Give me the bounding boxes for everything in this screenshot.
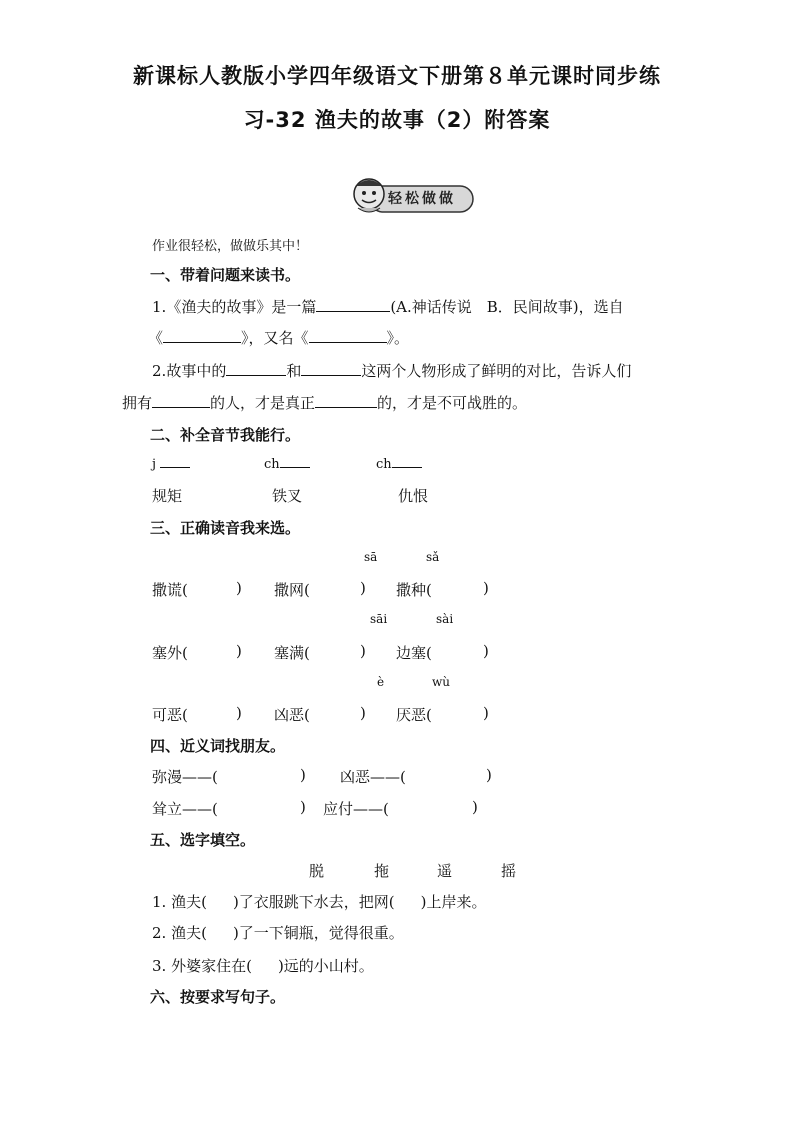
- pinyin-option: sā: [364, 550, 378, 564]
- choice-char: 拖: [374, 862, 390, 880]
- choice-char: 遥: [437, 862, 453, 880]
- syllable-word-1: 规矩: [152, 487, 183, 505]
- fill-text-a: 渔夫(: [171, 893, 207, 911]
- pinyin-option: sǎ: [426, 550, 440, 564]
- pinyin-option: è: [377, 675, 385, 689]
- choice-char: 脱: [309, 862, 325, 880]
- fill-item-3: [152, 955, 374, 976]
- pron-word: 撒网(: [274, 581, 310, 599]
- pron-close: ): [236, 579, 242, 597]
- q1-text-c: 《: [148, 329, 164, 347]
- fill-item-1: [152, 891, 487, 912]
- syllable-word-2: 铁叉: [272, 487, 303, 505]
- fill-number: 3.: [152, 957, 167, 975]
- q1-number: 1.: [152, 298, 167, 316]
- q2-text-c: 这两个人物形成了鲜明的对比，告诉人们: [361, 362, 632, 380]
- section-6-heading: 六、按要求写句子。: [150, 988, 286, 1006]
- q2-line2: [122, 392, 527, 413]
- pron-close: ): [483, 579, 489, 597]
- fill-number: 1.: [152, 893, 167, 911]
- fill-text-b: )了衣服跳下水去，把网(: [232, 893, 395, 911]
- fill-text-c: )上岸来。: [420, 893, 487, 911]
- q2-number: 2.: [152, 362, 167, 380]
- q1-text-a: 《渔夫的故事》是一篇: [166, 298, 317, 316]
- synonym-close: ): [300, 798, 306, 816]
- syllable-blank[interactable]: [392, 456, 422, 468]
- fill-number: 2.: [152, 924, 167, 942]
- pron-word: 厌恶(: [396, 706, 432, 724]
- q1-line1: [152, 296, 624, 317]
- q1-text-b: (A.神话传说 B．民间故事)，选自: [390, 298, 624, 316]
- section-3-heading: 三、正确读音我来选。: [150, 519, 301, 537]
- fill-text-a: 渔夫(: [171, 924, 207, 942]
- pron-word: 凶恶(: [274, 706, 310, 724]
- synonym-close: ): [472, 798, 478, 816]
- pron-word: 边塞(: [396, 644, 432, 662]
- fill-item-2: [152, 922, 404, 943]
- fill-text-a: 外婆家住在(: [171, 957, 252, 975]
- fill-text-b: )了一下铜瓶，觉得很重。: [232, 924, 404, 942]
- section-5-heading: 五、选字填空。: [150, 831, 256, 849]
- syllable-initial: ch: [376, 457, 392, 472]
- badge-label: 轻松做做: [388, 191, 456, 207]
- q1-blank-alias[interactable]: [309, 328, 387, 343]
- synonym-close: ): [486, 766, 492, 784]
- q2-blank-quality[interactable]: [152, 393, 210, 408]
- page-title-line1: 新课标人教版小学四年级语文下册第８单元课时同步练: [133, 64, 661, 88]
- pinyin-option: sāi: [370, 612, 388, 626]
- syllable-initial: j: [152, 457, 157, 472]
- synonym-prompt: 弥漫——(: [152, 768, 218, 786]
- syllable-item-3: [376, 456, 422, 472]
- q2-text-f: 的，才是不可战胜的。: [377, 394, 528, 412]
- syllable-blank[interactable]: [160, 456, 190, 468]
- pron-word: 塞外(: [152, 644, 188, 662]
- q1-blank-genre[interactable]: [316, 297, 390, 312]
- q2-blank-strong[interactable]: [315, 393, 377, 408]
- syllable-item-2: [264, 456, 310, 472]
- q2-blank-char2[interactable]: [301, 361, 361, 376]
- q2-text-a: 故事中的: [166, 362, 227, 380]
- q2-text-b: 和: [286, 362, 302, 380]
- q1-line2: [148, 327, 409, 348]
- q2-blank-char1[interactable]: [226, 361, 286, 376]
- syllable-initial: ch: [264, 457, 280, 472]
- pron-close: ): [360, 642, 366, 660]
- pron-close: ): [483, 642, 489, 660]
- fill-text-b: )远的小山村。: [277, 957, 374, 975]
- syllable-item-1: [152, 456, 190, 472]
- page-title-line2: 习-32 渔夫的故事（2）附答案: [243, 108, 551, 132]
- synonym-prompt: 耸立——(: [152, 800, 218, 818]
- q2-line1: [152, 360, 631, 381]
- pron-word: 塞满(: [274, 644, 310, 662]
- pron-close: ): [483, 704, 489, 722]
- pron-word: 撒种(: [396, 581, 432, 599]
- q2-text-e: 的人，才是真正: [210, 394, 316, 412]
- synonym-prompt: 应付——(: [323, 800, 389, 818]
- pinyin-option: sài: [436, 612, 454, 626]
- section-2-heading: 二、补全音节我能行。: [150, 426, 301, 444]
- pron-close: ): [360, 704, 366, 722]
- q2-text-d: 拥有: [122, 394, 153, 412]
- synonym-prompt: 凶恶——(: [340, 768, 406, 786]
- section-4-heading: 四、近义词找朋友。: [150, 737, 286, 755]
- pinyin-option: wù: [432, 675, 450, 689]
- section-1-heading: 一、带着问题来读书。: [150, 266, 301, 284]
- intro-text: 作业很轻松，做做乐其中！: [152, 239, 309, 254]
- pron-close: ): [236, 704, 242, 722]
- choice-char: 摇: [501, 862, 517, 880]
- syllable-word-3: 仇恨: [398, 487, 429, 505]
- q1-text-e: 》。: [386, 329, 410, 347]
- pron-close: ): [360, 579, 366, 597]
- pron-word: 可恶(: [152, 706, 188, 724]
- syllable-blank[interactable]: [280, 456, 310, 468]
- pron-word: 撒谎(: [152, 581, 188, 599]
- q1-blank-source[interactable]: [163, 328, 241, 343]
- easy-practice-badge: [350, 174, 475, 216]
- synonym-close: ): [300, 766, 306, 784]
- q1-text-d: 》，又名《: [241, 329, 309, 347]
- pron-close: ): [236, 642, 242, 660]
